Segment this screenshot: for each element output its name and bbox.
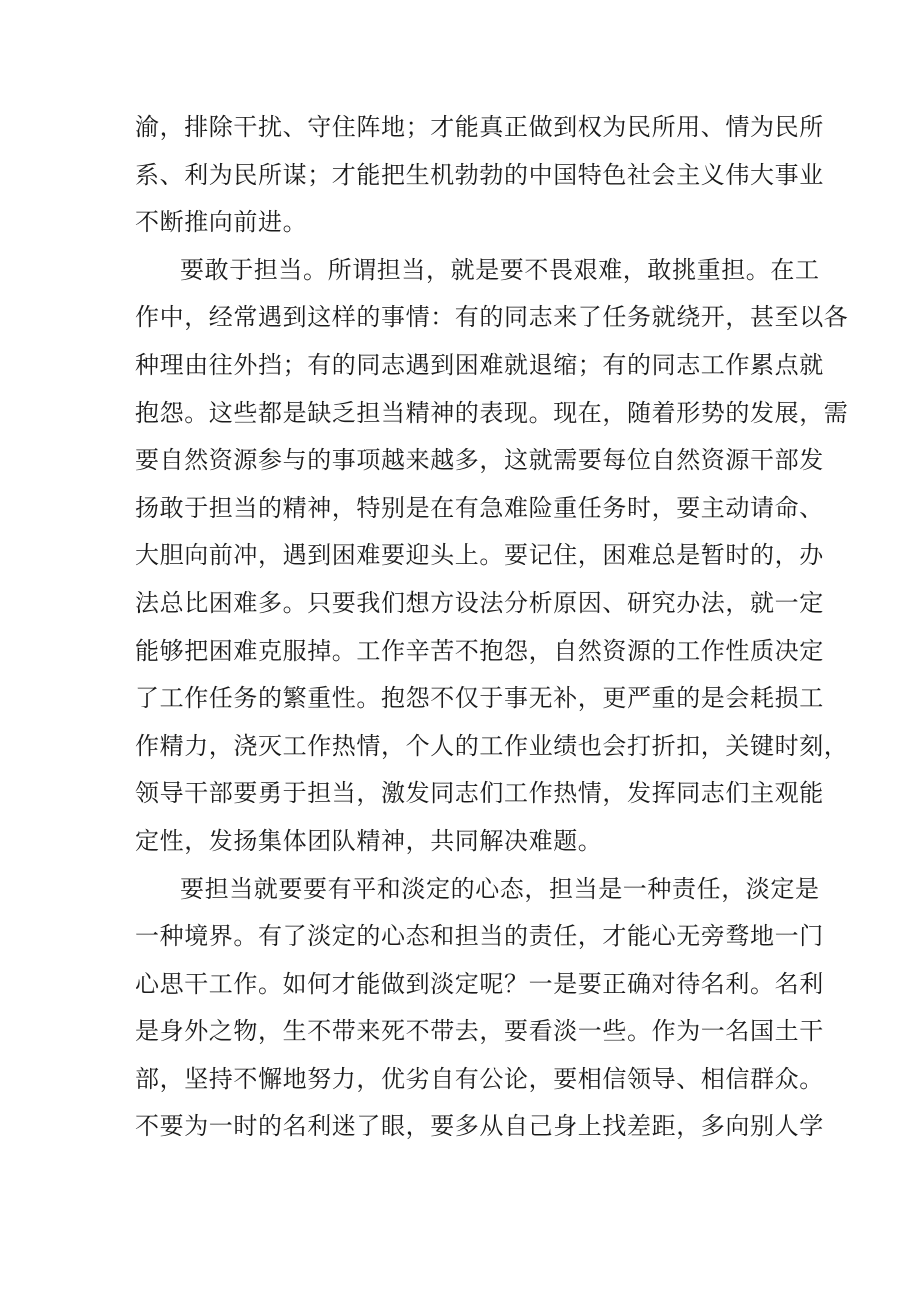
text-line: 抱怨。这些都是缺乏担当精神的表现。现在，随着形势的发展，需 xyxy=(135,398,849,427)
text-line: 心思干工作。如何才能做到淡定呢？一是要正确对待名利。名利 xyxy=(135,969,824,998)
text-line: 不断推向前进。 xyxy=(135,208,308,237)
document-body xyxy=(135,104,849,1151)
text-line: 了工作任务的繁重性。抱怨不仅于事无补，更严重的是会耗损工 xyxy=(135,684,824,713)
text-line: 作精力，浇灭工作热情，个人的工作业绩也会打折扣，关键时刻， xyxy=(135,731,849,760)
paragraph xyxy=(135,104,824,247)
text-line: 扬敢于担当的精神，特别是在有急难险重任务时，要主动请命、 xyxy=(135,493,824,522)
text-line: 一种境界。有了淡定的心态和担当的责任，才能心无旁骛地一门 xyxy=(135,922,824,951)
text-line: 作中，经常遇到这样的事情：有的同志来了任务就绕开，甚至以各 xyxy=(135,303,849,332)
text-line: 定性，发扬集体团队精神，共同解决难题。 xyxy=(135,826,603,855)
text-line: 要敢于担当。所谓担当，就是要不畏艰难，敢挑重担。在工 xyxy=(180,255,820,284)
paragraph xyxy=(135,247,849,866)
text-line: 能够把困难克服掉。工作辛苦不抱怨，自然资源的工作性质决定 xyxy=(135,636,824,665)
text-line: 大胆向前冲，遇到困难要迎头上。要记住，困难总是暂时的，办 xyxy=(135,541,824,570)
text-line: 不要为一时的名利迷了眼，要多从自己身上找差距，多向别人学 xyxy=(135,1112,824,1141)
text-line: 系、利为民所谋；才能把生机勃勃的中国特色社会主义伟大事业 xyxy=(135,160,824,189)
text-line: 是身外之物，生不带来死不带去，要看淡一些。作为一名国土干 xyxy=(135,1017,824,1046)
text-line: 部，坚持不懈地努力，优劣自有公论，要相信领导、相信群众。 xyxy=(135,1064,824,1093)
text-line: 法总比困难多。只要我们想方设法分析原因、研究办法，就一定 xyxy=(135,588,824,617)
text-line: 种理由往外挡；有的同志遇到困难就退缩；有的同志工作累点就 xyxy=(135,350,824,379)
paragraph xyxy=(135,866,824,1152)
text-line: 要担当就要要有平和淡定的心态，担当是一种责任，淡定是 xyxy=(180,874,820,903)
text-line: 渝，排除干扰、守住阵地；才能真正做到权为民所用、情为民所 xyxy=(135,113,824,141)
text-line: 领导干部要勇于担当，激发同志们工作热情，发挥同志们主观能 xyxy=(135,779,824,808)
text-line: 要自然资源参与的事项越来越多，这就需要每位自然资源干部发 xyxy=(135,446,824,475)
